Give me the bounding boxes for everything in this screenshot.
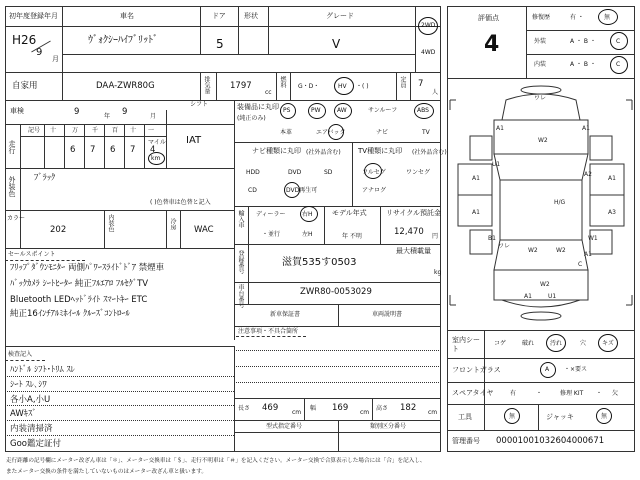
shift-label: シフト: [190, 101, 209, 108]
mark-a3: A3: [608, 209, 616, 216]
repair-options: 有 ・: [570, 14, 584, 21]
fuel-hv: HV: [338, 83, 347, 90]
inspector-line-6: Goo鑑定証付: [10, 439, 61, 449]
handle-left: 左H: [302, 231, 313, 238]
equip-airbag: エアバック: [316, 129, 346, 136]
mark-back: ワレ: [498, 243, 511, 250]
mark-w2-rr: W2: [556, 247, 566, 254]
exterior-note: ( )色替車は色替と記入: [150, 199, 211, 206]
front-glass-value: A: [545, 366, 550, 373]
score-label: 評価点: [478, 14, 499, 22]
displacement-value: 1797: [230, 81, 252, 91]
footer-line-2: またメーター交換の条件を満たしていないものはメーター改ざん車と扱います。: [6, 469, 207, 475]
spare-dot-2: ・: [596, 390, 603, 397]
fuel-options: G・D・: [298, 83, 320, 90]
equip-tv: TV: [422, 129, 430, 136]
jack-value: 無: [601, 413, 608, 420]
notes-label: 注意事項・不具合箇所: [238, 328, 299, 335]
grade-label: グレード: [326, 12, 354, 20]
int-label: 内装: [534, 61, 547, 68]
tools-value: 無: [509, 413, 516, 420]
seat-tear: 破れ: [522, 340, 535, 347]
seat-label: 室内シート: [452, 336, 480, 354]
mileage-label: 走行: [8, 140, 16, 154]
mileage-digit-2: 7: [90, 145, 96, 155]
navi-cd: CD: [248, 187, 257, 194]
interior-color-label: 内装色: [107, 214, 114, 232]
mark-a2: A2: [584, 171, 592, 178]
navi-hdd: HDD: [246, 169, 260, 176]
mark-u1-back: U1: [548, 293, 557, 300]
katashiki: DAA-ZWR80G: [96, 81, 155, 91]
fridge-label: 冷房: [169, 218, 176, 230]
digit-header-4: 百: [112, 127, 119, 134]
capacity-value: 7: [418, 79, 424, 89]
shift-value: IAT: [186, 135, 202, 146]
width-label: 幅: [310, 405, 317, 412]
yen: 円: [432, 233, 439, 240]
mark-a1-r: A1: [608, 175, 616, 182]
height-label: 高さ: [376, 405, 389, 412]
mileage-digit-5: 4: [150, 145, 156, 155]
recycle-value: 12,470: [394, 227, 424, 237]
tv-fullseg: フルセグ: [362, 169, 386, 176]
int-grade: A ・ B ・: [570, 61, 596, 68]
tv-sub: (社外品含む): [412, 149, 447, 156]
seat-scratch: キズ: [602, 340, 614, 347]
car-damage-diagram: [448, 80, 634, 325]
chassis-value: ZWR80-0053029: [300, 287, 372, 297]
inspection-year-unit: 年: [104, 113, 111, 120]
repair-none: 無: [604, 14, 611, 21]
spare-kit: 修理 KIT: [560, 390, 584, 397]
equip-leather: 本革: [280, 129, 293, 136]
digit-header-5: 十: [130, 127, 137, 134]
tv-oneseg: ワンセグ: [406, 169, 431, 176]
mark-a1-rear: A1: [584, 251, 592, 258]
capacity-label: 定員: [399, 76, 406, 88]
equip-ps: PS: [283, 107, 291, 114]
inspector-line-5: 内装清掃済: [10, 424, 53, 434]
mileage-unit-label: 記号: [28, 127, 41, 134]
admin-label: 管理番号: [452, 437, 480, 445]
reg-year: H26: [12, 33, 37, 47]
equip-pw: PW: [311, 107, 321, 114]
type-label: 型式指定番号: [266, 423, 303, 430]
spare-missing: 欠: [612, 390, 619, 397]
admin-value: 00001001032604000671: [496, 436, 605, 446]
mark-b1: B1: [488, 235, 496, 242]
mark-a1-fr: A1: [582, 125, 590, 132]
equip-sunroof: サンルーフ: [368, 107, 398, 114]
mileage-digit-3: 6: [110, 145, 116, 155]
digit-header-2: 万: [72, 127, 79, 134]
mark-a1-back: A1: [524, 293, 532, 300]
spare-yes: 有: [510, 390, 517, 397]
unit-km: km: [151, 155, 161, 162]
inspector-line-4: AWｷｽﾞ: [10, 409, 37, 419]
mark-top: ワレ: [534, 95, 547, 102]
model-year-value: 年 不明: [342, 233, 362, 240]
recycle-label: リサイクル預託金: [386, 209, 442, 217]
height-value: 182: [400, 403, 417, 413]
sales-line-4: 純正16ｲﾝﾁｱﾙﾐﾎｲｰﾙ ｸﾙｰｽﾞｺﾝﾄﾛｰﾙ: [10, 309, 130, 319]
doors-label: ドア: [212, 12, 226, 20]
model-value: ｳﾞｫｸｼｰﾊｲﾌﾞﾘｯﾄﾞ: [88, 35, 158, 46]
jack-label: ジャッキ: [546, 413, 574, 421]
spare-label: スペアタイヤ: [452, 389, 494, 397]
tools-label: 工具: [458, 413, 472, 421]
cc-unit: cc: [265, 89, 272, 96]
digit-header-6: 一: [148, 127, 155, 134]
capacity-unit: 人: [432, 89, 439, 96]
fuel-paren: ・( ): [356, 83, 369, 90]
drive-2wd: 2WD: [421, 22, 436, 29]
exterior-label: 外装色: [8, 176, 16, 197]
equipment-title: 装備品に丸印: [237, 103, 279, 111]
inspector-line-1: ﾊﾝﾄﾞﾙ ｼﾌﾄ･ﾄﾘﾑ ｽﾚ: [10, 365, 75, 375]
tv-analog: アナログ: [362, 187, 387, 194]
warranty-manual: 車両説明書: [372, 311, 403, 318]
drive-4wd: 4WD: [421, 49, 436, 56]
score-value: 4: [484, 32, 500, 57]
mark-w2-front: W2: [538, 137, 548, 144]
handle-right: 右H: [302, 211, 313, 218]
ext-label: 外装: [534, 38, 547, 45]
color-code-label: カラー: [7, 215, 26, 222]
usage: 自家用: [12, 81, 38, 91]
inspector-line-2: ｼｰﾄ ｽﾚ､ｼﾜ: [10, 380, 47, 390]
sales-line-2: ﾊﾞｯｸｶﾒﾗ ｼｰﾄﾋｰﾀｰ 純正ﾌﾙｴｱﾛ ﾌﾙｾｸﾞTV: [10, 279, 149, 289]
front-glass-label: フロントガラス: [452, 366, 501, 374]
inspector-line-3: 各小A,小U: [10, 395, 51, 405]
length-cm: cm: [292, 409, 302, 416]
width-cm: cm: [360, 409, 370, 416]
inspection-label: 車検: [10, 107, 24, 115]
mark-u1: U1: [492, 161, 501, 168]
ext-grade-c: C: [616, 38, 621, 45]
inspector-title: 検査記入: [8, 351, 33, 358]
sales-line-1: ﾌﾘｯﾌﾟﾀﾞｳﾝﾓﾆﾀｰ 両側ﾊﾟﾜｰｽﾗｲﾄﾞﾄﾞｱ 禁煙車: [10, 263, 165, 273]
seat-burn: コゲ: [494, 340, 507, 347]
chassis-label: 車台番号: [237, 284, 244, 308]
displacement-label: 排気量: [203, 76, 210, 94]
navi-sd: SD: [324, 169, 333, 176]
inspection-year: 9: [74, 107, 80, 117]
plate-value: 滋賀535す0503: [282, 257, 357, 268]
inspection-month-unit: 月: [150, 113, 157, 120]
fridge-value: WAC: [194, 225, 214, 235]
width-value: 169: [332, 403, 349, 413]
kg: kg: [434, 269, 442, 276]
plate-label: 登録番号: [237, 250, 244, 274]
front-glass-note: ・×要ス: [564, 366, 588, 373]
mileage-digit-1: 6: [70, 145, 76, 155]
reg-label: 初年度登録年月: [9, 12, 58, 20]
maxload-label: 最大積載量: [396, 247, 431, 255]
mark-a1-l: A1: [472, 175, 480, 182]
class-label: 類別区分番号: [370, 423, 407, 430]
tv-title: TV種類に丸印: [358, 147, 403, 155]
doors-value: 5: [216, 37, 224, 51]
import-parallel: ・並行: [262, 231, 281, 238]
mark-a1-lr: A1: [472, 209, 480, 216]
reg-month-unit: 月: [52, 55, 59, 63]
shape-label: 形状: [244, 12, 258, 20]
seat-hole: 穴: [580, 340, 587, 347]
mark-c: C: [578, 261, 583, 268]
equip-aw: AW: [337, 107, 347, 114]
equipment-sub: (純正のみ): [237, 115, 266, 122]
unit-mile: マイル: [148, 139, 166, 146]
color-code-value: 202: [50, 225, 67, 235]
mark-w2-rl: W2: [528, 247, 538, 254]
navi-title: ナビ種類に丸印: [252, 147, 301, 155]
exterior-value: ﾌﾞﾗｯｸ: [34, 173, 56, 183]
length-label: 長さ: [238, 405, 251, 412]
height-cm: cm: [428, 409, 438, 416]
spare-dot-1: ・: [536, 390, 543, 397]
navi-dvd-play: DVD再生可: [286, 187, 318, 194]
repair-label: 修復歴: [532, 14, 551, 21]
grade-value: V: [332, 37, 341, 51]
warranty-new: 新車保証書: [270, 311, 301, 318]
model-label: 車名: [120, 12, 134, 20]
inspection-month: 9: [122, 107, 128, 117]
int-grade-c: C: [616, 61, 621, 68]
navi-sub: (社外品含む): [306, 149, 341, 156]
model-year-label: モデル年式: [332, 209, 367, 217]
seat-stain: 汚れ: [550, 340, 563, 347]
import-label: 輸入車: [237, 210, 244, 228]
sales-points-title: セールスポイント: [8, 251, 56, 258]
equip-navi: ナビ: [376, 129, 389, 136]
mark-w1: W1: [588, 235, 598, 242]
footer-line-1: 走行距離の記号欄にメーター改ざん車は「＊」、メーター交換車は「＄」、走行不明車は「＃」を記入ください。メーター交換で合算表示した場合には「合」を記入し、: [6, 458, 426, 464]
sales-line-3: Bluetooth LEDﾍｯﾄﾞﾗｲﾄ ｽﾏｰﾄｷｰ ETC: [10, 295, 148, 305]
reg-month: 9: [36, 47, 43, 58]
import-dealer: ディーラー: [256, 211, 286, 218]
mark-a1-fl: A1: [496, 125, 504, 132]
navi-dvd: DVD: [288, 169, 302, 176]
mark-center: H/G: [554, 199, 566, 206]
mark-w2-back: W2: [540, 281, 550, 288]
ext-grade: A ・ B ・: [570, 38, 596, 45]
digit-header-3: 千: [92, 127, 99, 134]
mileage-digit-4: 7: [130, 145, 136, 155]
digit-header-1: 十: [50, 127, 57, 134]
equip-abs: ABS: [417, 107, 429, 114]
fuel-label: 燃料: [279, 76, 286, 88]
length-value: 469: [262, 403, 279, 413]
